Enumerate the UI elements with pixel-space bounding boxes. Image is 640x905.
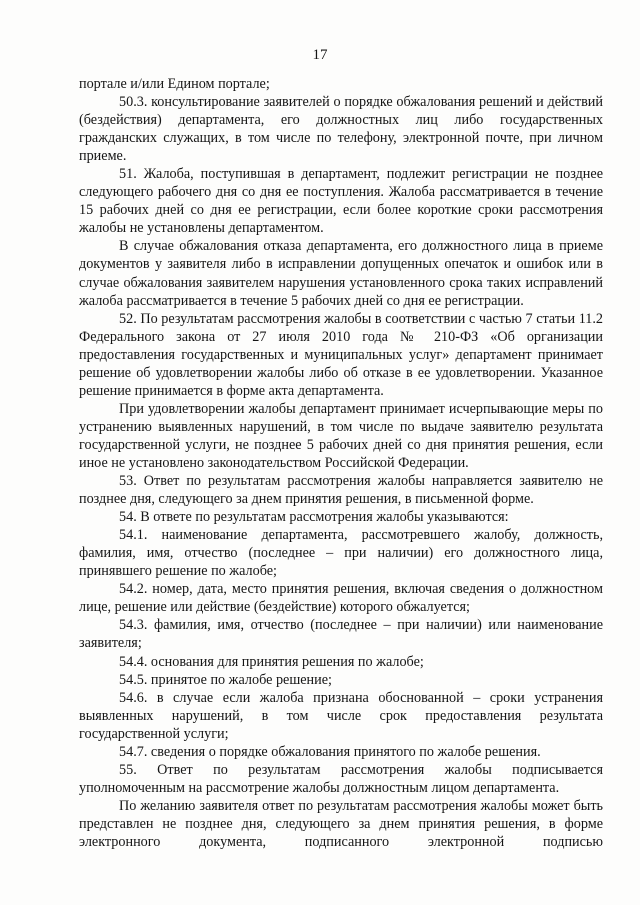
- paragraph-53: 53. Ответ по результатам рассмотрения жалобы направляется заявителю не позднее дня, следующего за днем принятия решения, в письменной форме.: [79, 473, 603, 508]
- document-body: [79, 75, 603, 851]
- page-number: 17: [312, 47, 328, 63]
- paragraph-54-1: 54.1. наименование департамента, рассмотревшего жалобу, должность, фамилия, имя, отчество (последнее – при наличии) его должностного лица, принявшего решение по жалобе;: [79, 527, 603, 580]
- paragraph-54-4: 54.4. основания для принятия решения по жалобе;: [119, 653, 424, 670]
- paragraph-54-2: 54.2. номер, дата, место принятия решения, включая сведения о должностном лице, решение или действие (бездействие) которого обжалуется;: [79, 581, 603, 616]
- paragraph-51-appeal: В случае обжалования отказа департамента, его должностного лица в приеме документов у заявителя либо в исправлении допущенных опечаток и ошибок или в случае обжалования заявителем нарушения установленного срока таких исправлений жалоба рассматривается в течение 5 рабочих дней со дня ее регистрации.: [79, 238, 603, 309]
- paragraph-54-5: 54.5. принятое по жалобе решение;: [119, 671, 332, 688]
- paragraph-portal-continuation: порталe и/или Едином портале;: [79, 76, 270, 92]
- paragraph-54-3: 54.3. фамилия, имя, отчество (последнее – при наличии) или наименование заявителя;: [79, 617, 603, 652]
- paragraph-52-satisfaction: При удовлетворении жалобы департамент принимает исчерпывающие меры по устранению выявленных нарушений, в том числе по выдаче заявителю результата государственной услуги, не позднее 5 рабочих дней со дня принятия решения, если иное не установлено законодательством Российской Федерации.: [79, 400, 603, 471]
- paragraph-54: 54. В ответе по результатам рассмотрения жалобы указываются:: [119, 509, 509, 526]
- paragraph-55: 55. Ответ по результатам рассмотрения жалобы подписывается уполномоченным на рассмотрение жалобы должностным лицом департамента.: [79, 761, 603, 796]
- paragraph-50-3: 50.3. консультирование заявителей о порядке обжалования решений и действий (бездействия) департамента, его должностных лиц либо государственных гражданских служащих, в том числе по телефону, электронной почте, при личном приеме.: [79, 94, 603, 165]
- paragraph-54-6: 54.6. в случае если жалоба признана обоснованной – сроки устранения выявленных нарушений, в том числе срок предоставления результата государственной услуги;: [79, 689, 603, 742]
- paragraph-52: 52. По результатам рассмотрения жалобы в соответствии с частью 7 статьи 11.2 Федерального закона от 27 июля 2010 года № 210-ФЗ «Об организации предоставления государственных и муниципальных услуг» департамент принимает решение об удовлетворении жалобы либо об отказе в ее удовлетворении. Указанное решение принимается в форме акта департамента.: [79, 310, 603, 399]
- paragraph-54-7: 54.7. сведения о порядке обжалования принятого по жалобе решения.: [119, 743, 541, 760]
- paragraph-55-electronic-response: По желанию заявителя ответ по результатам рассмотрения жалобы может быть представлен не позднее дня, следующего за днем принятия решения, в форме электронного документа, подписанного электронной подписью: [79, 797, 603, 850]
- paragraph-51: 51. Жалоба, поступившая в департамент, подлежит регистрации не позднее следующего рабочего дня со дня ее поступления. Жалоба рассматривается в течение 15 рабочих дней со дня ее регистрации, если более короткие сроки рассмотрения жалобы не установлены департаментом.: [79, 166, 603, 237]
